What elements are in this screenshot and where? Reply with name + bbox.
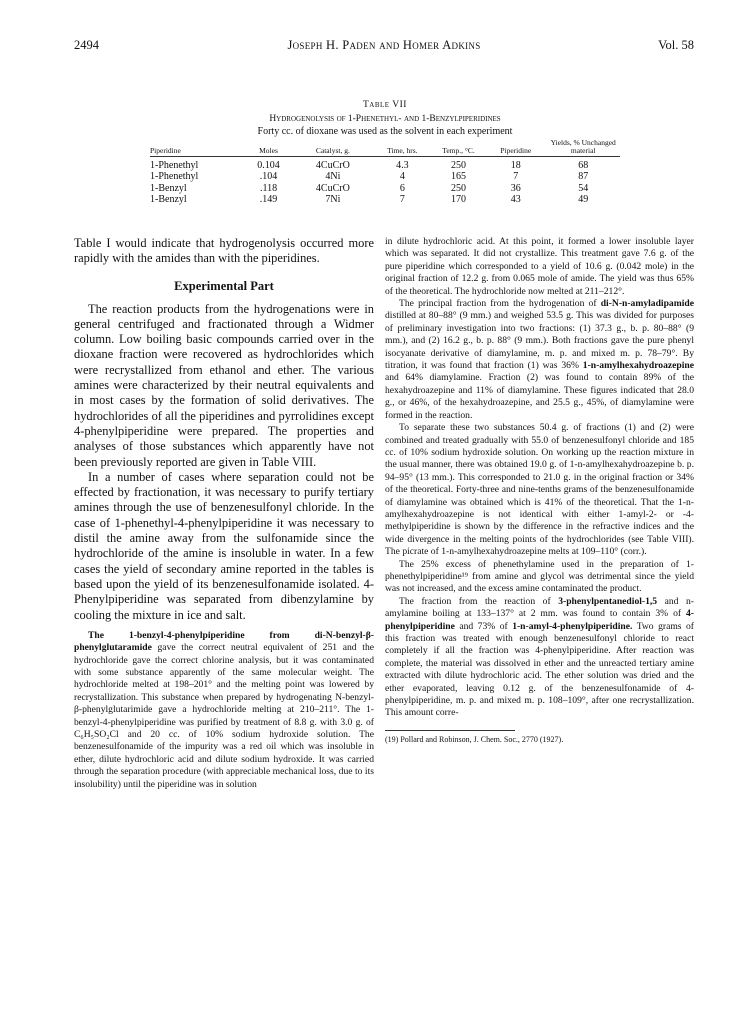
paragraph: The 25% excess of phenethylamine used in the preparation of 1-phenethylpiperidine¹⁹ from amine and glycol was detrimental since the yield was not increased, and the excess amine contaminated the product. xyxy=(385,558,694,595)
paragraph-text: The principal fraction from the hydrogenation of xyxy=(399,298,601,310)
left-column xyxy=(74,236,374,791)
bold-compound-name: 3-phenylpentanediol-1,5 xyxy=(558,595,658,607)
cell: 4Ni xyxy=(325,171,341,183)
cell: 18 xyxy=(510,159,521,171)
table-label: Table VII xyxy=(363,100,407,110)
cell: 36 xyxy=(510,182,521,194)
cell: 4CuCrO xyxy=(315,159,350,171)
paragraph xyxy=(74,630,374,791)
cell: 250 xyxy=(451,182,467,194)
running-head-authors: Joseph H. Paden and Homer Adkins xyxy=(287,38,481,52)
paragraph-text: distilled at 80–88° (9 mm.) and weighed 53.5 g. This was divided for purposes of preliminary investigation into two fractions: (1) 37.3 g., b. p. 80–88° (9 mm.), and (2) 16.2 g., b. p. 88° (9 mm.). Both fractions gave the pure phenyl isocyanate derivative of diamylamine, m. p. and mixed m. p. 78–79°. By titration, it was found that fraction (1) was 36% xyxy=(385,310,694,372)
cell: 1-Benzyl xyxy=(150,194,187,206)
paragraph: To separate these two substances 50.4 g. of fractions (1) and (2) were combined and treated gradually with 55.0 of benzenesulfonyl chloride and 185 cc. of 10% sodium hydroxide solution. On working up the reaction mixture in the usual manner, there was obtained 19.0 g. of 1-n-amylhexahydroazepine b. p. 94–95° (13 mm.). This corresponded to 21.0 g. in the original fraction or 34% of the theoretical. Forty-three and nine-tenths grams of the benzenesulfonamide of diamylamine was obtained which is 41% of the theoretical. That the 1-n-amylhexahydroazepine is not identical with either 1-amyl-2- or -4-methylpiperidine is shown by the difference in the refractive indices and the wide divergence in the melting points of the hydrochlorides (see Table VIII). The picrate of 1-n-amylhexahydroazepine melts at 109–110° (corr.). xyxy=(385,422,694,558)
section-heading: Experimental Part xyxy=(174,278,274,293)
paragraph-text: The fraction from the reaction of xyxy=(399,595,559,607)
table-vii xyxy=(150,100,620,206)
table-header-row xyxy=(150,139,620,156)
col-header: Moles xyxy=(244,139,293,156)
cell: 1-Phenethyl xyxy=(150,159,199,171)
paragraph-text: and 73% of xyxy=(454,620,513,632)
cell: 250 xyxy=(451,159,467,171)
col-header: Time, hrs. xyxy=(373,139,432,156)
table-row xyxy=(150,160,620,172)
cell: 68 xyxy=(578,159,589,171)
volume-label: Vol. 58 xyxy=(658,38,694,52)
paragraph xyxy=(385,596,694,720)
table-row xyxy=(150,183,620,195)
cell: .104 xyxy=(259,171,278,183)
paragraph: Table I would indicate that hydrogenolysis occurred more rapidly with the amides than with the piperidines. xyxy=(74,236,374,266)
paragraph: The reaction products from the hydrogenations were in general centrifuged and fractionated through a Widmer column. Low boiling basic compounds carried over in the dioxane fraction were recovered as hydrochlorides which were recrystallized from ethanol and ether. The various amines were characterized by their neutral equivalents and in most cases by the formation of solid derivatives. The hydrochlorides of all the piperidines and pyrrolidines except 4-phenylpiperidine were prepared. The properties and analyses of those substances which apparently have not been previously reported are given in Table VIII. xyxy=(74,301,374,469)
footnote-divider xyxy=(385,730,515,731)
cell: 0.104 xyxy=(257,159,280,171)
bold-compound-name: The 1-benzyl-4-phenylpiperidine from di-N-benzyl-β-phenylglutaramide xyxy=(74,629,374,654)
cell: 43 xyxy=(510,194,521,206)
cell: 54 xyxy=(578,182,589,194)
bold-compound-name: 4-phenylpiperidine xyxy=(385,608,694,632)
cell: 165 xyxy=(451,171,467,183)
bold-compound-name: 1-n-amyl-4-phenylpiperidine. xyxy=(512,620,633,632)
cell: 7Ni xyxy=(325,194,341,206)
col-header: Temp., °C. xyxy=(432,139,485,156)
cell: 49 xyxy=(578,194,589,206)
right-column xyxy=(385,236,694,745)
paragraph-text: gave the correct neutral equivalent of 251 and the hydrochloride gave the correct chlorine analysis, but it was contaminated with some substance apparently of the same molecular weight. The hydrochloride melted at 198–201° and the melting point was lowered by recrystallization. This substance when prepared by hydrogenating N-benzyl-β-phenylglutarimide gave a hydrochloride melting at 210–211°. The 1-benzyl-4-phenylpiperidine was purified by treatment of 8.8 g. with 3.0 g. of C₆H₅SO₂Cl and 20 cc. of 10% sodium hydroxide solution. The benzenesulfonamide of the impurity was a red oil which was insoluble in ether, dilute hydrochloric acid and dilute sodium hydroxide. It was carried through the separation procedure (with appreciable mechanical loss, due to its insolubility) until the piperidine was in solution xyxy=(74,642,374,790)
cell: 4 xyxy=(399,171,405,183)
table-title: Hydrogenolysis of 1-Phenethyl- and 1-Benzylpiperidines xyxy=(269,114,501,124)
col-header: Piperidine xyxy=(485,139,546,156)
cell: 4CuCrO xyxy=(315,182,350,194)
table-row xyxy=(150,171,620,183)
cell: 4.3 xyxy=(396,159,409,171)
col-header: Catalyst, g. xyxy=(293,139,373,156)
footnote: (19) Pollard and Robinson, J. Chem. Soc., 2770 (1927). xyxy=(385,734,564,744)
cell: 1-Benzyl xyxy=(150,182,187,194)
bold-compound-name: di-N-n-amyladipamide xyxy=(600,298,694,310)
paragraph-text: Two grams of this fraction was treated with enough benzenesulfonyl chloride to react completely if all the fraction was 4-phenylpiperidine. After reaction was complete, the material was dissolved in ether and the unreacted tertiary amine extracted with dilute hydrochloric acid. The ether solution was dried and the ether evaporated, leaving 0.12 g. of the benzenesulfonamide of 4-phenylpiperidine, m. p. and mixed m. p. 108–109°, after one recrystallization. This amount corre- xyxy=(385,620,694,719)
col-header: Piperidine xyxy=(150,139,244,156)
cell: 170 xyxy=(451,194,467,206)
page-number: 2494 xyxy=(74,38,99,52)
page-header xyxy=(74,38,694,54)
paragraph-text: and 64% diamylamine. Fraction (2) was found to contain 89% of the hexahydroazepine and 11% of diamylamine. These figures indicated that 28.0 g., or 46%, of the hexahydroazepine, and 25.5 g., 45%, of diamylamine were formed in the reaction. xyxy=(385,372,694,421)
cell: 87 xyxy=(578,171,589,183)
paragraph: In a number of cases where separation could not be effected by fractionation, it was necessary to purify tertiary amines through the use of benzenesulfonyl chloride. In the case of 1-phenethyl-4-phenylpiperidine it was necessary to distil the amine away from the sulfonamide since the hydrochloride of the amine is insoluble in water. In a few cases the yield of secondary amine reported in the tables is based upon the yield of its benzenesulfonamide isolated. 4-Phenylpiperidine was separated from dibenzylamine by cooling the mixture in ice and salt. xyxy=(74,469,374,622)
cell: 6 xyxy=(399,182,405,194)
paragraph-text: and n-amylamine boiling at 133–137° at 2 mm. was found to contain 3% of xyxy=(385,595,694,620)
col-header: Yields, % Unchanged material xyxy=(546,139,620,156)
paragraph xyxy=(385,298,694,422)
cell: 7 xyxy=(399,194,405,206)
cell: .118 xyxy=(259,182,278,194)
cell: 1-Phenethyl xyxy=(150,171,199,183)
paragraph: in dilute hydrochloric acid. At this point, it formed a lower insoluble layer which was separated. It did not crystallize. This treatment gave 7.6 g. of the pure piperidine which corresponded to a yield of 10.6 g. (0.042 mole) in the original fraction of 12.2 g. from 0.065 mole of amide. The yield was thus 65% of the theoretical. The hydrochloride now melted at 211–212°. xyxy=(385,236,694,297)
cell: .149 xyxy=(259,194,278,206)
data-table xyxy=(150,139,620,206)
table-note: Forty cc. of dioxane was used as the solvent in each experiment xyxy=(257,126,513,137)
cell: 7 xyxy=(513,171,519,183)
table-row xyxy=(150,194,620,206)
bold-compound-name: 1-n-amylhexahydroazepine xyxy=(582,360,694,372)
